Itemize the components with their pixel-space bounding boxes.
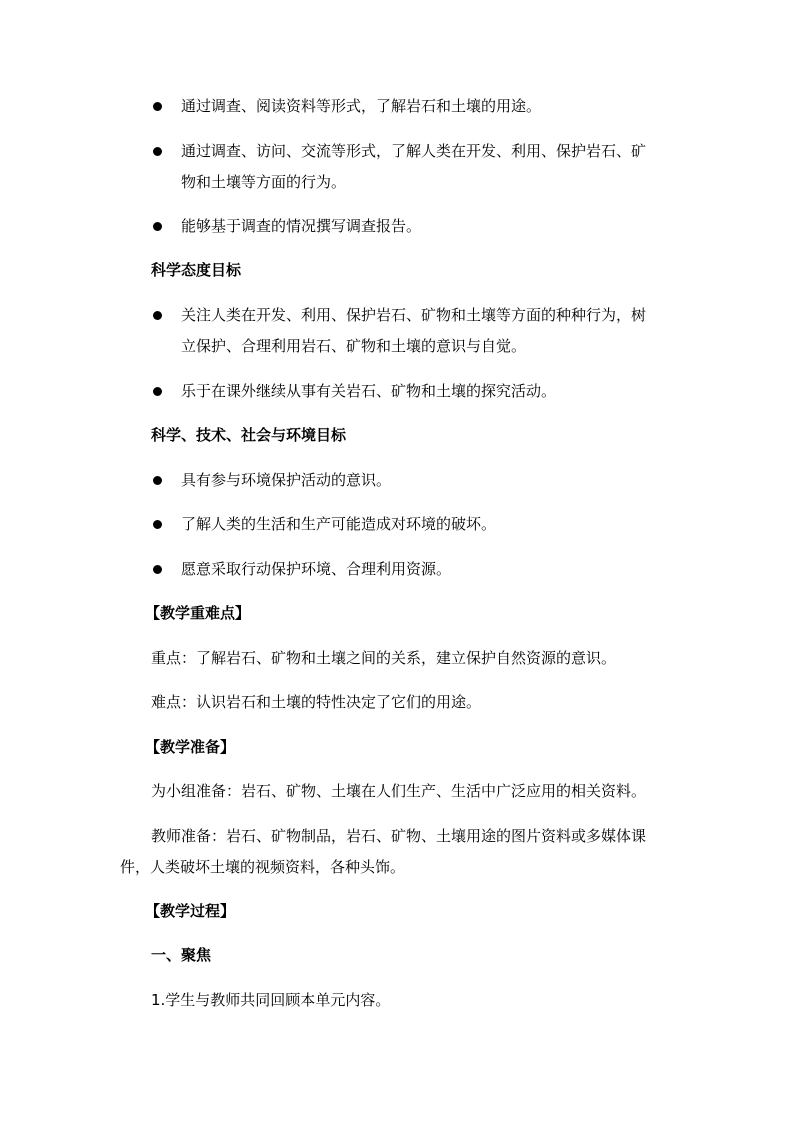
paragraph: 教师准备：岩石、矿物制品，岩石、矿物、土壤用途的图片资料或多媒体课	[151, 827, 647, 845]
bullet-icon	[153, 387, 162, 396]
paragraph-continuation: 件，人类破坏土壤的视频资料，各种头饰。	[120, 858, 406, 876]
bullet-icon	[153, 565, 162, 574]
list-item: 乐于在课外继续从事有关岩石、矿物和土壤的探究活动。	[181, 382, 557, 400]
section-heading: 【教学准备】	[145, 738, 236, 756]
bullet-icon	[153, 147, 162, 156]
paragraph: 重点：了解岩石、矿物和土壤之间的关系，建立保护自然资源的意识。	[151, 649, 617, 667]
bullet-icon	[153, 102, 162, 111]
list-item: 通过调查、阅读资料等形式，了解岩石和土壤的用途。	[181, 97, 542, 115]
list-item: 通过调查、访问、交流等形式，了解人类在开发、利用、保护岩石、矿	[181, 142, 647, 160]
bullet-icon	[153, 311, 162, 320]
paragraph: 难点：认识岩石和土壤的特性决定了它们的用途。	[151, 693, 482, 711]
section-heading: 【教学过程】	[145, 902, 236, 920]
section-heading: 【教学重难点】	[145, 604, 251, 622]
list-item: 具有参与环境保护活动的意识。	[181, 471, 392, 489]
list-item: 了解人类的生活和生产可能造成对环境的破坏。	[181, 515, 497, 533]
list-item: 能够基于调查的情况撰写调查报告。	[181, 217, 422, 235]
paragraph: 1.学生与教师共同回顾本单元内容。	[151, 991, 391, 1009]
section-heading: 一、聚焦	[151, 946, 212, 964]
bullet-icon	[153, 476, 162, 485]
section-heading: 科学、技术、社会与环境目标	[151, 426, 347, 444]
bullet-icon	[153, 520, 162, 529]
paragraph: 为小组准备：岩石、矿物、土壤在人们生产、生活中广泛应用的相关资料。	[151, 782, 647, 800]
list-item: 愿意采取行动保护环境、合理利用资源。	[181, 560, 452, 578]
bullet-icon	[153, 222, 162, 231]
list-item: 关注人类在开发、利用、保护岩石、矿物和土壤等方面的种种行为，树	[181, 306, 647, 324]
list-item-continuation: 物和土壤等方面的行为。	[181, 173, 347, 191]
section-heading: 科学态度目标	[151, 261, 242, 279]
list-item-continuation: 立保护、合理利用岩石、矿物和土壤的意识与自觉。	[181, 337, 527, 355]
